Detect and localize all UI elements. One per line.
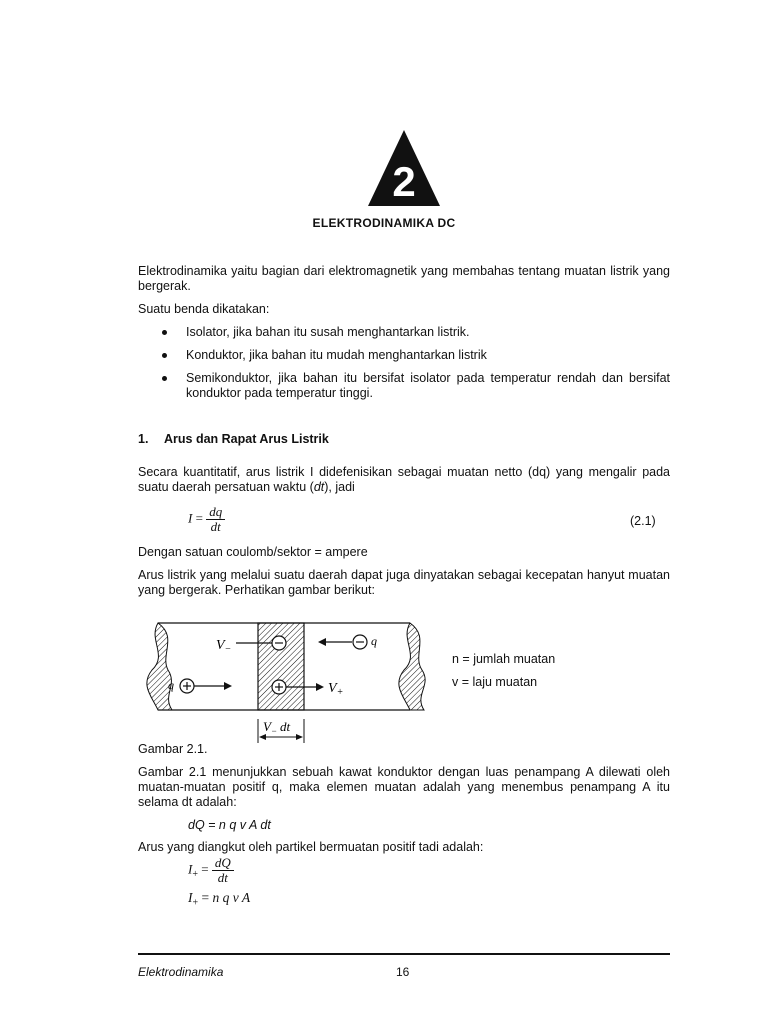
equation-label: (2.1) [630,514,656,528]
equation-current-fraction [188,856,234,885]
equation-2-1 [188,505,225,534]
intro-paragraph: Elektrodinamika yaitu bagian dari elektromagnetik yang membahas tentang muatan listrik yang bergerak. [138,264,670,293]
legend-n: n = jumlah muatan [452,652,556,666]
wire-end-right [399,623,425,710]
material-list [160,325,670,409]
figure-2-1 [138,615,438,750]
eq-denominator: dt [210,519,221,534]
text-run: Secara kuantitatif, arus listrik I didefenisikan sebagai muatan netto (dq) yang mengalir pada suatu daerah persatuan waktu ( [138,465,670,494]
width-label: $V_-$ dt [263,719,291,736]
list-item: Konduktor, jika bahan itu mudah menghantarkan listrik [160,348,670,363]
list-item: Isolator, jika bahan itu susah menghantarkan listrik. [160,325,670,340]
section-paragraph-5: Arus yang diangkut oleh partikel bermuatan positif tadi adalah: [138,840,484,854]
legend-v: v = laju muatan [452,675,538,689]
section-paragraph-4: Gambar 2.1 menunjukkan sebuah kawat konduktor dengan luas penampang A dilewati oleh muatan-muatan positif q, maka elemen muatan adalah yang menembus penampang A itu selama dt adalah: [138,765,670,809]
list-item: Semikonduktor, jika bahan itu bersifat isolator pada temperatur rendah dan bersifat konduktor pada temperatur tinggi. [160,371,670,401]
equation-dq: dQ = n q v A dt [188,818,271,832]
velocity-minus-label: $V_-$ [216,638,232,655]
section-title: Arus dan Rapat Arus Listrik [164,432,329,446]
footer-title: Elektrodinamika [138,965,224,979]
text-run-italic: dt [313,480,325,494]
eq-denominator: dt [217,870,228,885]
eq-lhs: I [188,510,193,526]
eq-numerator: dq [206,505,225,520]
eq-subscript: + [192,869,198,881]
section-paragraph-2: Dengan satuan coulomb/sektor = ampere [138,545,368,559]
page-number: 16 [396,965,410,979]
charge-label-right: q [371,634,377,648]
chapter-number: 2 [392,158,416,205]
text-run: ), jadi [324,480,355,494]
chapter-badge [366,128,442,208]
eq-fraction [212,856,234,885]
eq-subscript: + [192,897,199,909]
eq-rhs: n q v A [212,890,251,905]
section-paragraph-1 [138,465,670,495]
figure-caption: Gambar 2.1. [138,742,208,756]
section-paragraph-3: Arus listrik yang melalui suatu daerah dapat juga dinyatakan sebagai kecepatan hanyut muatan yang bergerak. Perhatikan gambar berikut: [138,568,670,597]
chapter-title: ELEKTRODINAMIKA DC [312,216,456,230]
chapter-triangle-icon [366,128,442,208]
conductor-diagram [138,615,438,750]
eq-sign: = [195,510,203,526]
eq-lhs: I [188,890,193,905]
section-heading [138,432,329,446]
footer-divider [138,953,670,955]
eq-fraction [206,505,225,534]
intro-lead: Suatu benda dikatakan: [138,302,270,316]
eq-lhs: I [188,861,193,877]
velocity-plus-label: $V_+$ [328,681,344,698]
eq-sign: = [201,861,209,877]
equation-current-result [188,890,250,909]
charge-label-left: q [168,678,174,692]
section-number: 1. [138,432,149,446]
wire-end-left [147,623,172,710]
eq-sign: = [201,890,210,905]
eq-numerator: dQ [212,856,234,871]
